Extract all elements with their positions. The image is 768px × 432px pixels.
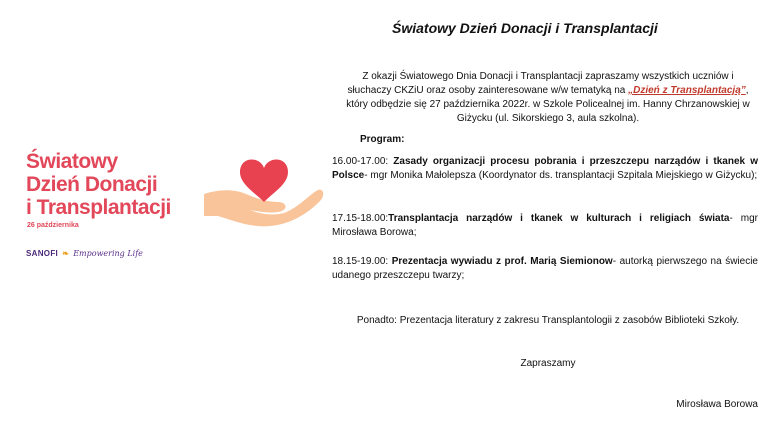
program-time: 16.00-17.00: xyxy=(332,156,389,167)
program-label: Program: xyxy=(360,134,405,145)
program-time: 17.15-18.00: xyxy=(332,213,389,224)
page-title: Światowy Dzień Donacji i Transplantacji xyxy=(392,20,658,36)
logo-date: 26 października xyxy=(27,222,79,229)
program-speaker: - mgr Mirosława Borowa; xyxy=(332,213,758,238)
additional-info: Ponadto: Prezentacja literatury z zakresu Transplantologii z zasobów Biblioteki Szkoły. xyxy=(356,315,740,326)
event-name: „Dzień z Transplantacją” xyxy=(628,85,746,96)
program-item-3 xyxy=(332,255,758,283)
sanofi-tagline: Empowering Life xyxy=(73,249,143,258)
program-time: 18.15-19.00: xyxy=(332,256,389,267)
program-topic: Transplantacja narządów i tkanek w kulturach i religiach świata xyxy=(388,213,730,224)
sanofi-swirl-icon: ❧ xyxy=(62,249,69,258)
intro-text-after: , który odbędzie się 27 października 2022r. w Szkole Policealnej im. Hanny Chrzanowskiej w Giżycku (ul. Sikorskiego 3, aula szkolna). xyxy=(346,85,750,124)
signature: Mirosława Borowa xyxy=(676,399,758,410)
program-speaker: - mgr Monika Małolepsza (Koordynator ds. transplantacji Szpitala Miejskiego w Giżycku); xyxy=(364,170,758,181)
program-topic: Zasady organizacji procesu pobrania i przeszczepu narządów i tkanek w Polsce xyxy=(332,156,758,181)
program-item-2 xyxy=(332,212,758,240)
sanofi-brand: SANOFI xyxy=(26,249,59,258)
intro-paragraph xyxy=(340,70,756,126)
logo-title-line3: i Transplantacji xyxy=(26,196,171,219)
announcement xyxy=(330,0,760,432)
program-speaker: - autorką pierwszego na świecie udanego przeszczepu twarzy; xyxy=(332,256,758,281)
logo-panel xyxy=(0,0,330,432)
program-topic: Prezentacja wywiadu z prof. Marią Siemionow xyxy=(388,256,613,267)
hand-holding-heart-icon xyxy=(202,150,324,230)
intro-text-before: Z okazji Światowego Dnia Donacji i Transplantacji zapraszamy wszystkich uczniów i słuchaczy CKZiU oraz osoby zainteresowane w/w tematyką na xyxy=(347,71,734,96)
sponsor-logo xyxy=(26,249,143,258)
program-item-1 xyxy=(332,155,758,183)
logo-title-line1: Światowy xyxy=(26,150,118,173)
logo-title-line2: Dzień Donacji xyxy=(26,173,158,196)
closing-text: Zapraszamy xyxy=(520,358,576,369)
logo-title xyxy=(26,150,171,219)
